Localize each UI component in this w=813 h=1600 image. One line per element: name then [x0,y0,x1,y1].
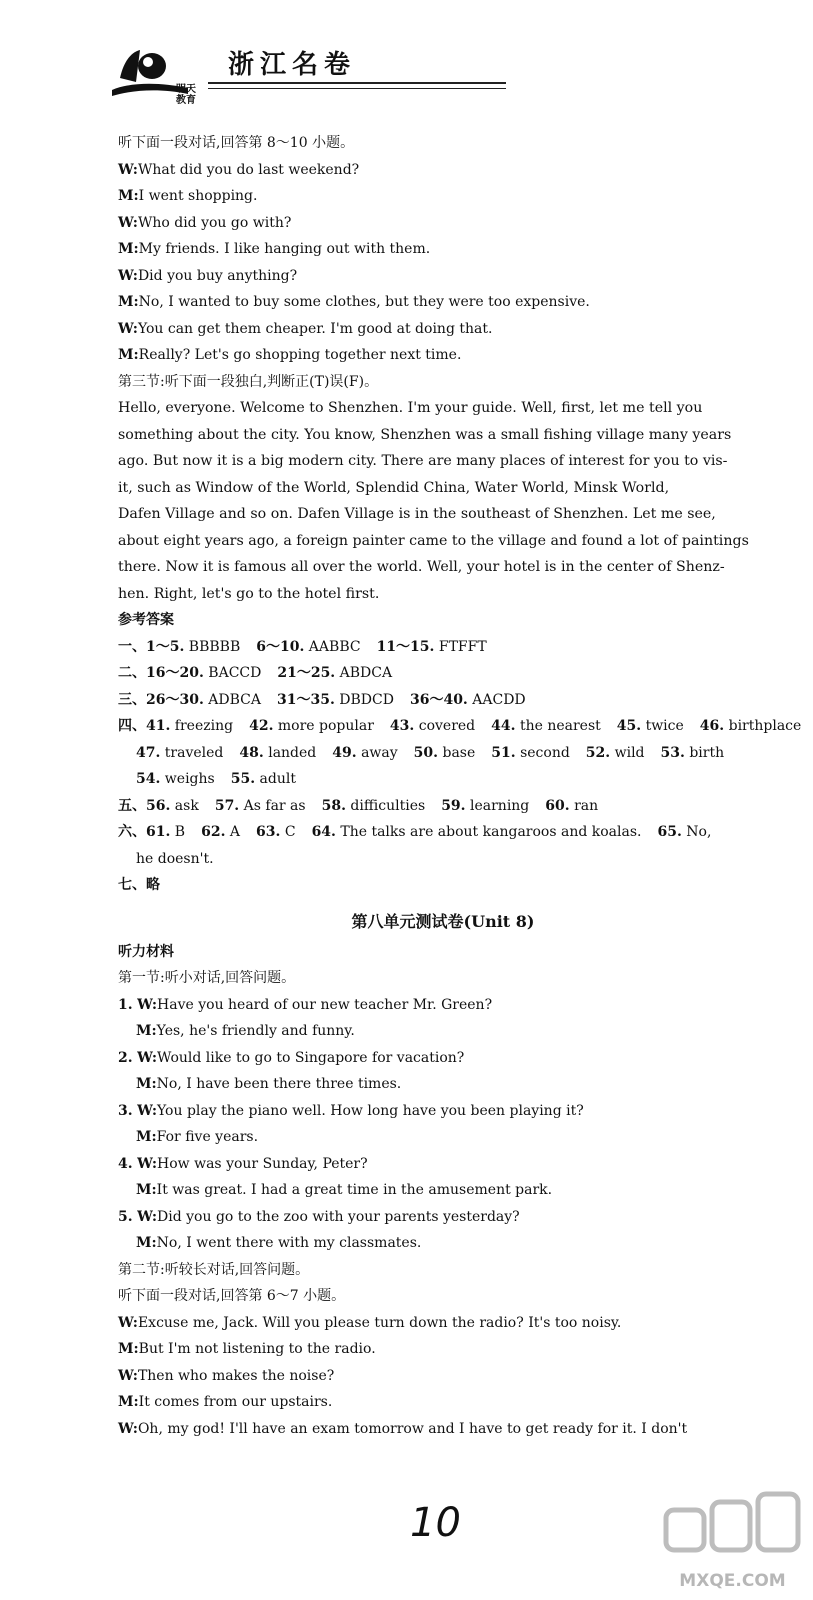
dialogue-line [118,157,768,184]
listening-line [118,1151,768,1178]
answer-item [491,718,601,734]
speaker-label: W: [118,161,138,178]
answer-number: 57. [214,797,240,814]
answer-row [118,846,768,873]
answer-item [661,745,725,761]
answer-value: difficulties [345,797,426,814]
line-text: Then who makes the noise? [137,1367,335,1384]
answer-number: 61. [146,824,171,840]
answer-value: birthplace [724,718,802,734]
answer-value: BBBBB [184,638,241,655]
answer-number: 63. [256,824,281,840]
paragraph-line: it, such as Window of the World, Splendid China, Water World, Minsk World, [118,479,670,496]
answer-number: 56. [146,797,171,814]
answer-item [545,798,598,814]
paragraph-line: Hello, everyone. Welcome to Shenzhen. I'm your guide. Well, first, let me tell you [118,400,703,416]
answer-value: BACCD [203,665,262,681]
answer-value: A [225,824,241,840]
answer-row [118,687,768,714]
answer-value: freezing [170,718,234,734]
line-text: Have you heard of our new teacher Mr. Green? [157,996,493,1013]
line-text: Did you buy anything? [137,267,298,284]
speaker-label: M: [136,1076,157,1092]
answer-value: twice [641,718,684,734]
listening-line [118,1389,768,1416]
listening-line [118,1018,768,1045]
paragraph-line: there. Now it is famous all over the world. Well, your hotel is in the center of Shenz- [118,559,725,575]
page-content [118,130,802,1442]
listening-line [118,992,768,1019]
listening-line [118,1071,768,1098]
answer-row [118,819,768,846]
answer-item [586,745,645,761]
speaker-label: W: [118,320,138,337]
answer-value: As far as [239,797,306,814]
answer-value: second [515,744,570,761]
answer-value: ask [170,797,199,814]
answer-number: 11～15. [376,638,435,655]
dialogue-section [118,130,768,395]
answer-row [118,766,768,793]
answer-value: covered [414,718,476,734]
answer-number: 45. [616,718,642,734]
answer-number: 51. [491,744,516,761]
header-rule [208,82,506,84]
answer-number: 46. [699,718,725,734]
line-text: Yes, he's friendly and funny. [156,1023,355,1039]
paragraph-line: ago. But now it is a big modern city. There are many places of interest for you to vis- [118,453,728,469]
answer-number: 55. [230,771,256,787]
question-number: 4. [118,1155,133,1172]
answer-item [249,718,374,734]
page-number: 10 [410,1500,461,1546]
speaker-label: W: [137,1155,158,1172]
answer-item [377,639,487,655]
paragraph-line: something about the city. You know, Shenzhen was a small fishing village many years [118,426,732,443]
speaker-label: M: [118,241,139,257]
answer-number: 31～35. [277,691,335,708]
line-text: No, I wanted to buy some clothes, but they were too expensive. [138,294,590,310]
answer-number: 65. [657,824,682,840]
answer-item [146,692,261,708]
line-text: 第三节:听下面一段独白,判断正(T)误(F)。 [118,373,379,390]
answer-value: birth [684,744,725,761]
answer-item [231,771,296,787]
answer-value: weighs [160,771,215,787]
line-text: No, I went there with my classmates. [156,1235,422,1251]
speaker-label: M: [136,1182,157,1198]
answer-value: No, [681,824,712,840]
answer-number: 59. [441,797,466,814]
answer-row [118,740,768,767]
answer-item [700,718,802,734]
line-text: Who did you go with? [137,214,292,231]
line-text: My friends. I like hanging out with them. [138,241,431,257]
listening-line [118,1204,768,1231]
line-text: Really? Let's go shopping together next time. [138,347,462,363]
listening-line [118,1124,768,1151]
speaker-label: W: [118,1314,138,1331]
line-text: For five years. [156,1129,259,1145]
speaker-label: M: [118,1341,139,1357]
answer-value: base [438,744,476,761]
answer-number: 16～20. [146,665,204,681]
answer-section-label: 一、 [118,638,146,655]
answer-value: AABBC [304,638,361,655]
answer-value: more popular [273,718,374,734]
answer-number: 42. [249,718,274,734]
answer-value: C [280,824,296,840]
answer-key [118,634,802,899]
line-text: How was your Sunday, Peter? [157,1155,368,1172]
line-text: It comes from our upstairs. [138,1394,333,1410]
answer-value: ADBCA [203,691,261,708]
answer-number: 48. [239,744,264,761]
dialogue-line [118,210,768,237]
speaker-label: W: [118,214,138,231]
speaker-label: M: [136,1235,157,1251]
answer-section-label: 四、 [118,718,146,734]
speaker-label: W: [137,1049,158,1066]
brand-title: 浙江名卷 [228,50,357,80]
answer-value: ran [569,797,599,814]
paragraph-line: Dafen Village and so on. Dafen Village is in the southeast of Shenzhen. Let me see, [118,506,716,522]
answer-item [136,771,215,787]
line-text: 听下面一段对话,回答第 8～10 小题。 [118,135,355,151]
dialogue-line [118,130,768,157]
speaker-label: W: [137,1208,158,1225]
answer-value: the nearest [515,718,601,734]
answer-item [414,745,476,761]
speaker-label: W: [118,1367,138,1384]
answer-item [617,718,684,734]
line-text: 听下面一段对话,回答第 6～7 小题。 [118,1288,346,1304]
answer-value: away [356,744,398,761]
answer-item [277,665,392,681]
speaker-label: W: [137,1102,158,1119]
answer-value: wild [610,744,645,761]
answer-value: learning [465,797,530,814]
answer-item [657,824,711,840]
listening-material [118,965,768,1442]
answer-value: DBDCD [334,691,394,708]
answer-number: 47. [136,744,161,761]
answer-number: 1～5. [146,638,185,655]
page-header [110,38,430,108]
monologue-paragraph [118,395,768,607]
speaker-label: M: [118,1394,139,1410]
answer-value: ABDCA [335,665,393,681]
line-text: Did you go to the zoo with your parents yesterday? [157,1208,520,1225]
listening-line [118,1098,768,1125]
speaker-label: M: [136,1129,157,1145]
line-text: I went shopping. [138,188,258,204]
answer-section-label: 二、 [118,665,146,681]
answer-item [136,851,214,867]
answer-item [215,798,306,814]
speaker-label: W: [137,996,158,1013]
answer-row [118,793,768,820]
listening-line [118,1257,768,1284]
paragraph-line: hen. Right, let's go to the hotel first. [118,585,380,602]
answer-number: 58. [321,797,346,814]
dialogue-line [118,236,768,263]
logo-caption: 明天 教育 [176,84,196,106]
speaker-label: M: [136,1023,157,1039]
watermark-icon [660,1480,805,1570]
question-number: 3. [118,1102,133,1119]
answer-item [277,692,394,708]
dialogue-line [118,316,768,343]
answer-number: 52. [585,744,611,761]
answer-item [332,745,397,761]
answer-value: he doesn't. [136,850,214,867]
answer-row [118,872,768,899]
answer-number: 26～30. [146,691,204,708]
listening-title: 听力材料 [118,943,174,960]
listening-line [118,1336,768,1363]
line-text: But I'm not listening to the radio. [138,1341,376,1357]
line-text: You play the piano well. How long have you been playing it? [157,1102,584,1119]
answer-number: 50. [413,744,439,761]
line-text: It was great. I had a great time in the amusement park. [156,1182,553,1198]
line-text: Oh, my god! I'll have an exam tomorrow and I have to get ready for it. I don't [137,1420,688,1437]
question-number: 1. [118,996,133,1013]
unit-title: 第八单元测试卷(Unit 8) [351,911,535,931]
listening-line [118,1310,768,1337]
answer-value: AACDD [467,691,526,708]
answer-value: FTFFT [434,638,487,655]
question-number: 2. [118,1049,133,1066]
line-text: Would like to go to Singapore for vacation? [157,1049,465,1066]
answer-item [201,824,240,840]
answer-item [390,718,475,734]
speaker-label: M: [118,294,139,310]
answer-item [256,824,296,840]
line-text: 第一节:听小对话,回答问题。 [118,970,296,986]
listening-line [118,1230,768,1257]
answer-section-label: 三、 [118,691,146,708]
dialogue-line [118,289,768,316]
paragraph-line: about eight years ago, a foreign painter came to the village and found a lot of paintings [118,532,749,549]
answer-number: 43. [389,718,415,734]
speaker-label: M: [118,347,139,363]
answer-number: 49. [332,744,357,761]
line-text: 第二节:听较长对话,回答问题。 [118,1261,310,1278]
answer-item [136,745,223,761]
answer-value: adult [255,771,296,787]
answer-number: 6～10. [256,638,305,655]
answer-section-label: 五、 [118,797,146,814]
dialogue-line [118,183,768,210]
answer-value: landed [263,744,317,761]
line-text: You can get them cheaper. I'm good at doing that. [137,320,493,337]
answer-item [146,824,185,840]
answer-item [312,824,642,840]
listening-line [118,1416,768,1443]
answer-item [146,665,261,681]
speaker-label: M: [118,188,139,204]
answer-number: 44. [491,718,516,734]
answer-row [118,713,802,740]
dialogue-line [118,342,768,369]
answer-item [256,639,360,655]
speaker-label: W: [118,267,138,284]
line-text: What did you do last weekend? [137,161,360,178]
answer-item [146,718,233,734]
listening-line [118,1045,768,1072]
listening-line [118,1363,768,1390]
listening-line [118,1283,768,1310]
answer-item [146,639,240,655]
dialogue-line [118,263,768,290]
answers-title: 参考答案 [118,612,174,628]
answer-item [239,745,316,761]
answer-row [118,634,768,661]
question-number: 5. [118,1208,133,1225]
answer-section-label: 六、 [118,824,146,840]
answer-item [146,798,199,814]
answer-item [410,692,526,708]
watermark-logo: MXQE.COM [660,1480,805,1595]
answer-section-label: 七、略 [118,877,160,893]
answer-item [491,745,570,761]
answer-value: The talks are about kangaroos and koalas. [335,824,642,840]
listening-line [118,965,768,992]
answer-number: 53. [660,744,685,761]
answer-number: 64. [311,824,336,840]
header-rule-thin [208,88,506,89]
answer-number: 21～25. [277,665,336,681]
answer-number: 60. [545,797,570,814]
answer-item [322,798,426,814]
answer-value: traveled [160,744,224,761]
line-text: Excuse me, Jack. Will you please turn down the radio? It's too noisy. [137,1314,622,1331]
answer-item [441,798,529,814]
speaker-label: W: [118,1420,138,1437]
answer-row [118,660,768,687]
answer-number: 62. [201,824,226,840]
answer-number: 54. [136,771,161,787]
line-text: No, I have been there three times. [156,1076,402,1092]
answer-number: 41. [146,718,171,734]
dialogue-line [118,369,768,396]
answer-value: B [170,824,186,840]
answer-number: 36～40. [409,691,468,708]
listening-line [118,1177,768,1204]
